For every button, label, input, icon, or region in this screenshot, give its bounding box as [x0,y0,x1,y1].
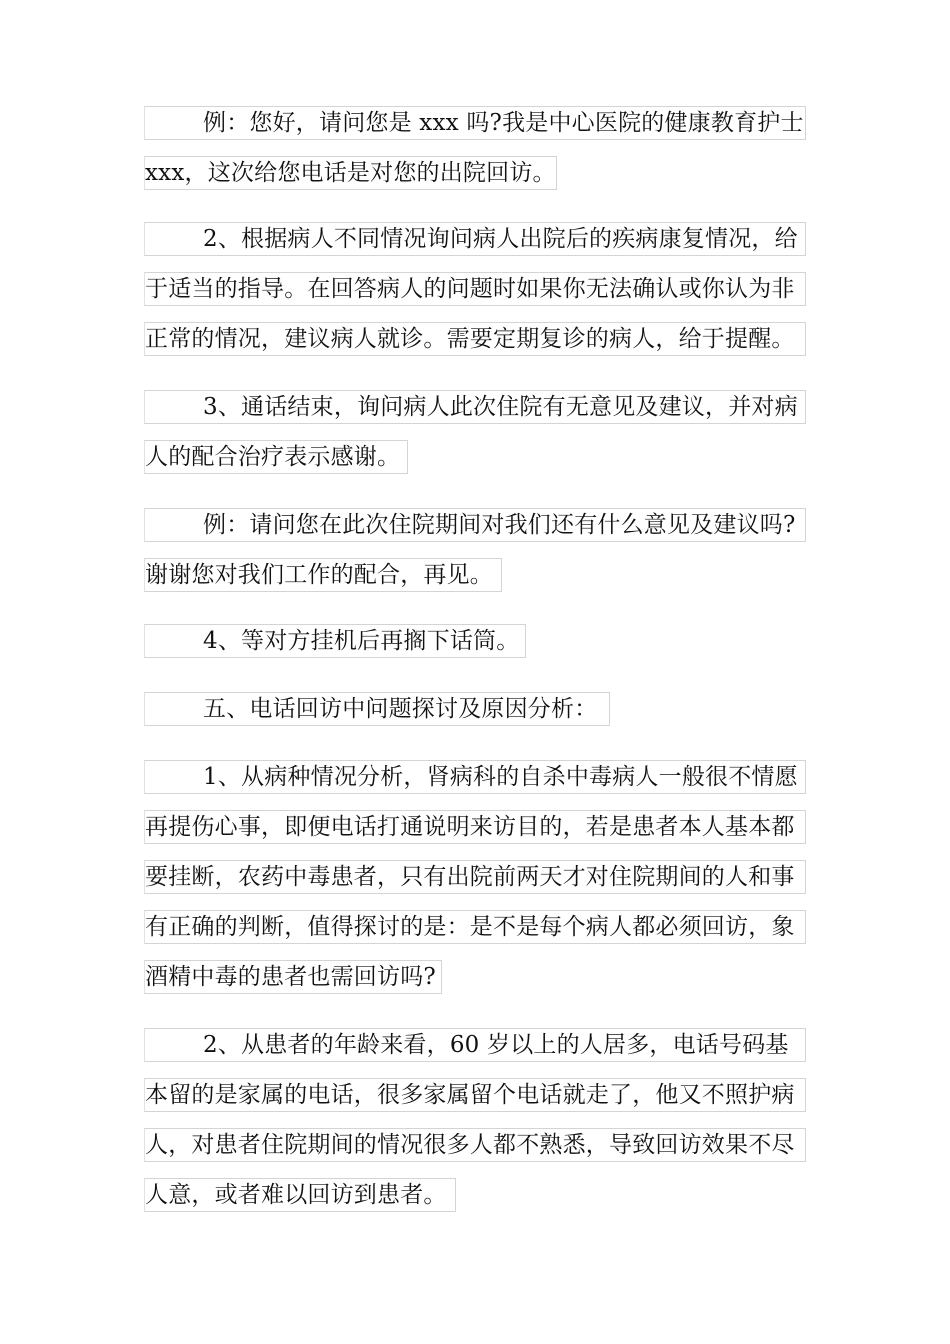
text-line: 正常的情况，建议病人就诊。需要定期复诊的病人，给于提醒。 [144,322,806,356]
text-line: 2、根据病人不同情况询问病人出院后的疾病康复情况，给 [144,222,806,256]
text-line: 人意，或者难以回访到患者。 [144,1178,456,1212]
text-line: 谢谢您对我们工作的配合，再见。 [144,558,502,592]
text-line: 3、通话结束，询问病人此次住院有无意见及建议，并对病 [144,390,806,424]
text-line: 4、等对方挂机后再搁下话筒。 [144,624,526,658]
text-line: 例：请问您在此次住院期间对我们还有什么意见及建议吗? [144,508,806,542]
text-line: 例：您好，请问您是 xxx 吗?我是中心医院的健康教育护士 [144,106,806,140]
text-line: 于适当的指导。在回答病人的问题时如果你无法确认或你认为非 [144,272,806,306]
text-line: 有正确的判断，值得探讨的是：是不是每个病人都必须回访，象 [144,910,806,944]
text-line: 人，对患者住院期间的情况很多人都不熟悉，导致回访效果不尽 [144,1128,806,1162]
text-line: 再提伤心事，即便电话打通说明来访目的，若是患者本人基本都 [144,810,806,844]
text-line: xxx，这次给您电话是对您的出院回访。 [144,156,557,190]
text-line: 2、从患者的年龄来看，60 岁以上的人居多，电话号码基 [144,1028,806,1062]
text-line: 本留的是家属的电话，很多家属留个电话就走了，他又不照护病 [144,1078,806,1112]
text-line: 要挂断，农药中毒患者，只有出院前两天才对住院期间的人和事 [144,860,806,894]
text-line: 1、从病种情况分析，肾病科的自杀中毒病人一般很不情愿 [144,760,806,794]
text-line: 酒精中毒的患者也需回访吗? [144,960,442,994]
section-heading: 五、电话回访中问题探讨及原因分析： [144,692,610,726]
text-line: 人的配合治疗表示感谢。 [144,440,408,474]
